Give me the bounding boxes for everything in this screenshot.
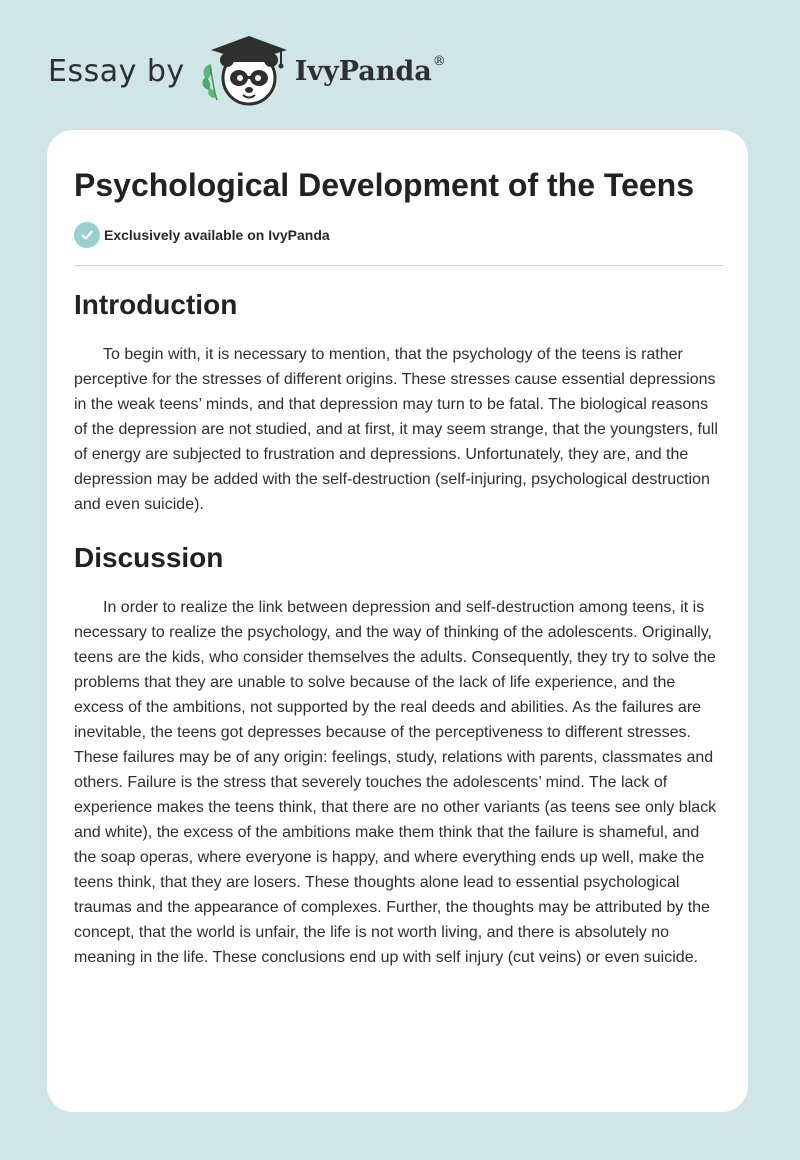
section-paragraph-introduction: To begin with, it is necessary to mention, that the psychology of the teens is rather perceptive for the stresses of different origins. These stresses cause essential depressions in the weak teens’ minds, and that depression may turn to be fatal. The biological reasons of the depression are not studied, and at first, it may seem strange, that the youngsters, full of energy are subjected to frustration and depressions. Unfortunately, they are, and the depression may be added with the self-destruction (self-injuring, psychological destruction and even suicide).	[74, 346, 718, 513]
section-heading-discussion: Discussion	[74, 542, 224, 573]
page-title: Psychological Development of the Teens	[74, 167, 694, 203]
essay-by-label: Essay by	[48, 53, 185, 89]
brand-name: IvyPanda	[294, 55, 432, 87]
exclusive-badge	[74, 222, 723, 248]
section-heading-introduction: Introduction	[74, 289, 238, 320]
registered-mark: ®	[432, 53, 446, 69]
divider	[74, 265, 723, 266]
check-icon	[74, 222, 100, 248]
panda-graduate-logo-icon	[201, 34, 293, 108]
brand-header[interactable]	[48, 34, 446, 108]
exclusive-label: Exclusively available on IvyPanda	[104, 227, 330, 243]
essay-content	[74, 166, 723, 970]
section-paragraph-discussion: In order to realize the link between depression and self-destruction among teens, it is necessary to realize the psychology, and the way of thinking of the adolescents. Originally, teens are the kids, who consider themselves the adults. Consequently, they try to solve the problems that they are unable to solve because of the lack of life experience, and the excess of the ambitions, not supported by the real deeds and abilities. As the failures are inevitable, the teens got depresses because of the perceptiveness to different stresses. These failures may be of any origin: feelings, study, relations with parents, classmates and others. Failure is the stress that severely touches the adolescents’ mind. The lack of experience makes the teens think, that there are no other variants (as teens see only black and white), the excess of the ambitions make them think that the failure is shameful, and the soap operas, where everyone is happy, and where everything ends up well, make the teens think, that they are losers. These thoughts alone lead to essential psychological traumas and the appearance of complexes. Further, the thoughts may be attributed by the concept, that the world is unfair, the life is not worth living, and there is absolutely no meaning in the life. These conclusions end up with self injury (cut veins) or even suicide.	[74, 599, 717, 966]
essay-card	[47, 130, 748, 1112]
